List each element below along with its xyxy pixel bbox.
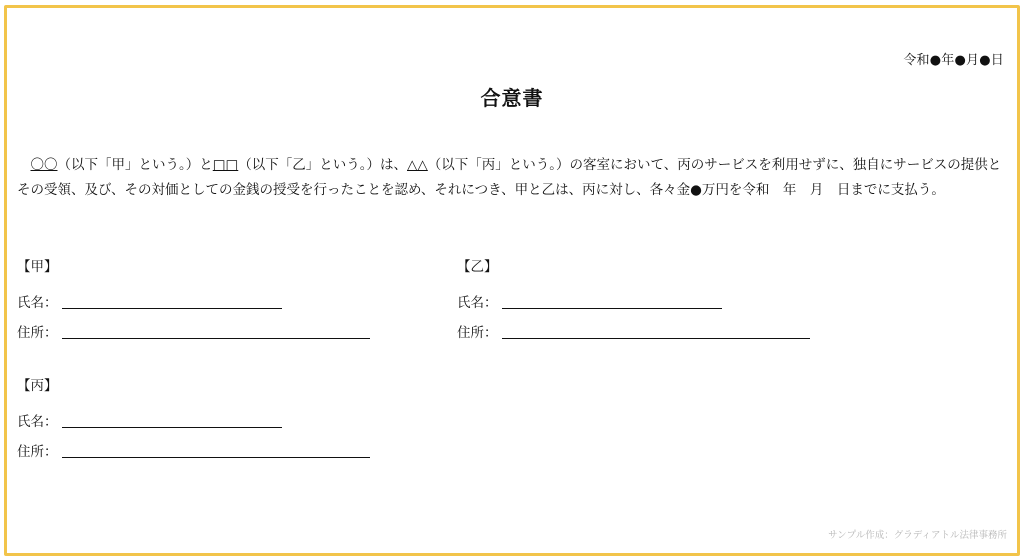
name-signature-line[interactable]: [62, 427, 282, 428]
document-title: 合意書: [480, 86, 544, 110]
party-b-block: [457, 256, 837, 348]
body-text-2: （以下「乙」という。）は、: [238, 157, 408, 173]
address-line[interactable]: [62, 457, 370, 458]
party-b-address-row: [457, 318, 837, 348]
party-a-title: 【甲】: [17, 259, 58, 275]
document-date: 令和●年●月●日: [903, 53, 1004, 68]
party-c-title: 【丙】: [17, 378, 58, 394]
party-c-placeholder: △△: [407, 157, 428, 173]
address-label: 住所：: [457, 325, 498, 341]
address-label: 住所：: [17, 444, 58, 460]
name-signature-line[interactable]: [502, 308, 722, 309]
party-c-block: [17, 375, 397, 467]
name-label: 氏名：: [17, 414, 58, 430]
address-label: 住所：: [17, 325, 58, 341]
name-label: 氏名：: [457, 295, 498, 311]
party-c-address-row: [17, 437, 397, 467]
party-a-block: [17, 256, 397, 348]
indent: [17, 157, 31, 173]
party-a-name-row: [17, 288, 397, 318]
agreement-body: [17, 153, 1007, 202]
name-label: 氏名：: [17, 295, 58, 311]
body-text-3: （以下「丙」という。）の客室において、丙のサービスを利用せずに、独自にサービスの提供とその受領、及び、その対価としての金銭の授受を行ったことを認め、それにつき、甲と乙は、丙に対し、各々金●万円を令和 年 月 日までに支払う。: [17, 157, 1002, 198]
address-line[interactable]: [502, 338, 810, 339]
name-signature-line[interactable]: [62, 308, 282, 309]
body-text-1: （以下「甲」という。）と: [57, 157, 213, 173]
party-a-address-row: [17, 318, 397, 348]
party-b-placeholder: □□: [212, 157, 239, 173]
address-line[interactable]: [62, 338, 370, 339]
party-a-placeholder: 〇〇: [30, 157, 58, 173]
document-frame: [4, 5, 1020, 556]
party-b-name-row: [457, 288, 837, 318]
sample-credit-watermark: サンプル作成：グラディアトル法律事務所: [828, 530, 1007, 541]
party-b-title: 【乙】: [457, 259, 498, 275]
party-c-name-row: [17, 407, 397, 437]
